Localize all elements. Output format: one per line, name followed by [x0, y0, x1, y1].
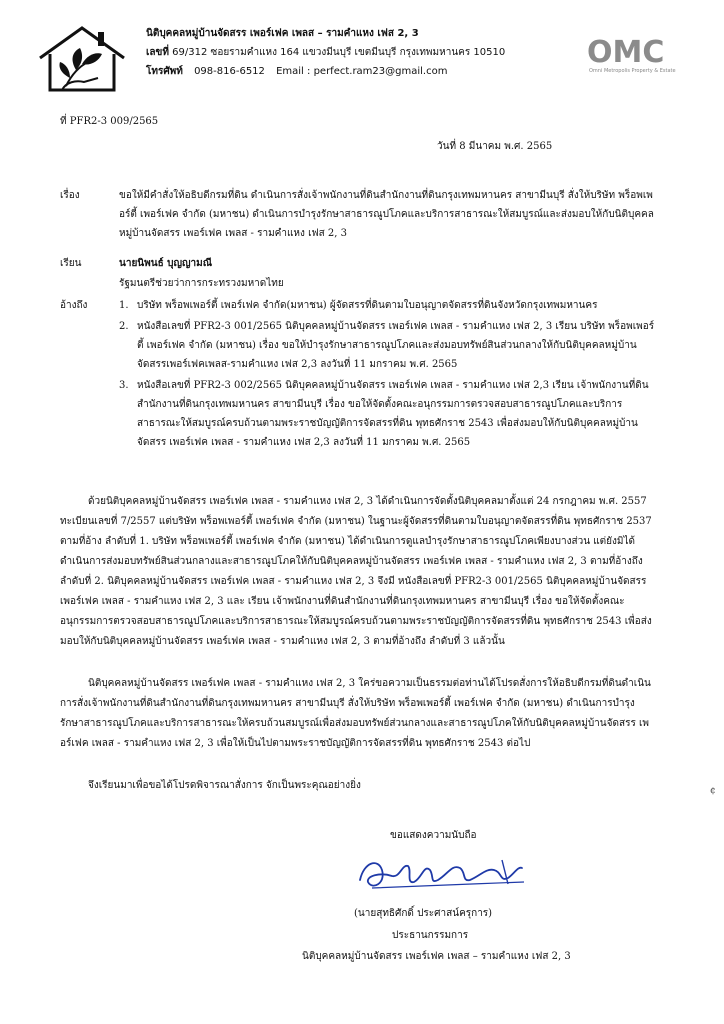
letter-date: วันที่ 8 มีนาคม พ.ศ. 2565: [437, 141, 553, 152]
phone-label: โทรศัพท์: [146, 66, 183, 77]
handwritten-signature: [352, 850, 532, 900]
org-name: นิติบุคคลหมู่บ้านจัดสรร เพอร์เฟค เพลส – รามคำแหง เฟส 2, 3: [146, 28, 419, 39]
recipient-label: เรียน: [60, 258, 82, 269]
address-label: เลขที่: [146, 47, 169, 58]
signer-name: (นายสุทธิศักดิ์ ประศาสน์ครุการ): [354, 908, 493, 919]
contact-line: [146, 62, 576, 81]
reference-number-1: 1.: [119, 300, 129, 311]
signer-position: ประธานกรรมการ: [392, 930, 469, 941]
signer-organization: นิติบุคคลหมู่บ้านจัดสรร เพอร์เฟค เพลส – รามคำแหง เฟส 2, 3: [302, 951, 571, 962]
address-line: [146, 43, 576, 62]
letterhead-text: [146, 24, 576, 81]
phone: 098-816-6512: [194, 66, 265, 77]
body-paragraph-3: จึงเรียนมาเพื่อขอได้โปรดพิจารณาสั่งการ จักเป็นพระคุณอย่างยิ่ง: [88, 780, 361, 791]
reference-number-3: 3.: [119, 380, 129, 391]
body-paragraph-2: นิติบุคคลหมู่บ้านจัดสรร เพอร์เฟค เพลส - รามคำแหง เฟส 2, 3 ใคร่ขอความเป็นธรรมต่อท่านได้โปรดสั่งการให้อธิบดีกรมที่ดินดำเนินการสั่งเจ้าพนักงานที่ดินสำนักงานที่ดินกรุงเทพมหานคร สาขามีนบุรี สั่งให้บริษัท พร็อพเพอร์ตี้ เพอร์เฟค จำกัด (มหาชน) ดำเนินการบำรุงรักษาสาธารณูปโภคและบริการสาธารณะให้ครบถ้วนสมบูรณ์เพื่อส่งมอบทรัพย์ส่วนกลางและสาธารณูปโภคให้กับนิติบุคคลหมู่บ้านจัดสรร เพอร์เฟค เพลส - รามคำแหง เฟส 2, 3 เพื่อให้เป็นไปตามพระราชบัญญัติการจัดสรรที่ดิน พุทธศักราช 2543 ต่อไป: [60, 678, 651, 749]
reference-item: [119, 296, 659, 315]
address: 69/312 ซอยรามคำแหง 164 แขวงมีนบุรี เขตมีนบุรี กรุงเทพมหานคร 10510: [172, 47, 506, 58]
recipient-name: นายนิพนธ์ บุญญามณี: [119, 258, 213, 269]
omc-logo-text: OMC: [587, 35, 665, 70]
email: Email : perfect.ram23@gmail.com: [276, 66, 448, 77]
body-paragraph-1: ด้วยนิติบุคคลหมู่บ้านจัดสรร เพอร์เฟค เพลส - รามคำแหง เฟส 2, 3 ได้ดำเนินการจัดตั้งนิติบุคคลมาตั้งแต่ 24 กรกฎาคม พ.ศ. 2557 ทะเบียนเลขที่ 7/2557 แต่บริษัท พร็อพเพอร์ตี้ เพอร์เฟค จำกัด (มหาชน) ในฐานะผู้จัดสรรที่ดินตามใบอนุญาตจัดสรรที่ดิน พุทธศักราช 2537 ตามที่อ้าง ลำดับที่ 1. บริษัท พร็อพเพอร์ตี้ เพอร์เฟค จำกัด (มหาชน) ได้ดำเนินการดูแลบำรุงรักษาสาธารณูปโภคเพียงบางส่วน แต่ยังมิได้ดำเนินการส่งมอบทรัพย์สินส่วนกลางและสาธารณูปโภคให้กับนิติบุคคลหมู่บ้านจัดสรร เพอร์เฟค เพลส - รามคำแหง เฟส 2, 3 ตามที่อ้างถึงลำดับที่ 2. นิติบุคคลหมู่บ้านจัดสรร เพอร์เฟค เพลส - รามคำแหง เฟส 2, 3 จึงมี หนังสือเลขที่ PFR2-3 001/2565 นิติบุคคลหมู่บ้านจัดสรร เพอร์เฟค เพลส - รามคำแหง เฟส 2, 3 และ เรียน เจ้าพนักงานที่ดินสำนักงานที่ดินกรุงเทพมหานคร สาขามีนบุรี เรื่อง ขอให้จัดตั้งคณะอนุกรรมการตรวจสอบสาธารณูปโภคและบริการสาธารณะให้สมบูรณ์ครบถ้วนตามพระราชบัญญัติการจัดสรรที่ดิน พุทธศักราช 2543 เพื่อส่งมอบให้กับนิติบุคคลหมู่บ้านจัดสรร เพอร์เฟค เพลส - รามคำแหง เฟส 2, 3 ตามที่อ้างถึง ลำดับที่ 3 แล้วนั้น: [60, 496, 652, 647]
house-leaf-logo-icon: [36, 24, 128, 96]
reference-text-3: หนังสือเลขที่ PFR2-3 002/2565 นิติบุคคลหมู่บ้านจัดสรร เพอร์เฟค เพลส - รามคำแหง เฟส 2,3 เรียน เจ้าพนักงานที่ดินสำนักงานที่ดินกรุงเทพมหานคร สาขามีนบุรี เรื่อง ขอให้จัดตั้งคณะอนุกรรมการตรวจสอบสาธารณูปโภคและบริการสาธารณะให้สมบูรณ์ครบถ้วนตามพระราชบัญญัติการจัดสรรที่ดิน พุทธศักราช 2543 เพื่อส่งมอบให้กับนิติบุคคลหมู่บ้านจัดสรร เพอร์เฟค เพลส - รามคำแหง เฟส 2,3 ลงวันที่ 11 มกราคม พ.ศ. 2565: [137, 380, 649, 448]
omc-logo: [585, 30, 695, 78]
margin-mark: ¢: [710, 786, 716, 796]
reference-text-2: หนังสือเลขที่ PFR2-3 001/2565 นิติบุคคลหมู่บ้านจัดสรร เพอร์เฟค เพลส - รามคำแหง เฟส 2, 3 เรียน บริษัท พร็อพเพอร์ตี้ เพอร์เฟค จำกัด (มหาชน) เรื่อง ขอให้บำรุงรักษาสาธารณูปโภคและส่งมอบทรัพย์สินส่วนกลางให้กับนิติบุคคลหมู่บ้านจัดสรรเพอร์เฟคเพลส-รามคำแหง เฟส 2,3 ลงวันที่ 11 มกราคม พ.ศ. 2565: [137, 321, 655, 370]
omc-logo-subtext: Omni Metropolis Property & Estate: [589, 68, 676, 74]
references-list: [119, 296, 659, 454]
reference-number: ที่ PFR2-3 009/2565: [60, 116, 159, 127]
subject-label: เรื่อง: [60, 190, 80, 201]
reference-item: [119, 317, 659, 374]
reference-text-1: บริษัท พร็อพเพอร์ตี้ เพอร์เฟค จำกัด(มหาชน) ผู้จัดสรรที่ดินตามใบอนุญาตจัดสรรที่ดินจังหวัดกรุงเทพมหานคร: [137, 300, 598, 311]
subject-text: ขอให้มีคำสั่งให้อธิบดีกรมที่ดิน ดำเนินการสั่งเจ้าพนักงานที่ดินสำนักงานที่ดินกรุงเทพมหานคร สาขามีนบุรี สั่งให้บริษัท พร็อพเพอร์ตี้ เพอร์เฟค จำกัด (มหาชน) ดำเนินการบำรุงรักษาสาธารณูปโภคและบริการสาธารณะให้สมบูรณ์และส่งมอบให้กับนิติบุคคลหมู่บ้านจัดสรร เพอร์เฟค เพลส - รามคำแหง เฟส 2, 3: [119, 190, 654, 239]
reference-number-2: 2.: [119, 321, 129, 332]
recipient-title: รัฐมนตรีช่วยว่าการกระทรวงมหาดไทย: [119, 278, 284, 289]
references-label: อ้างถึง: [60, 300, 88, 311]
closing-phrase: ขอแสดงความนับถือ: [390, 830, 477, 841]
reference-item: [119, 376, 659, 452]
